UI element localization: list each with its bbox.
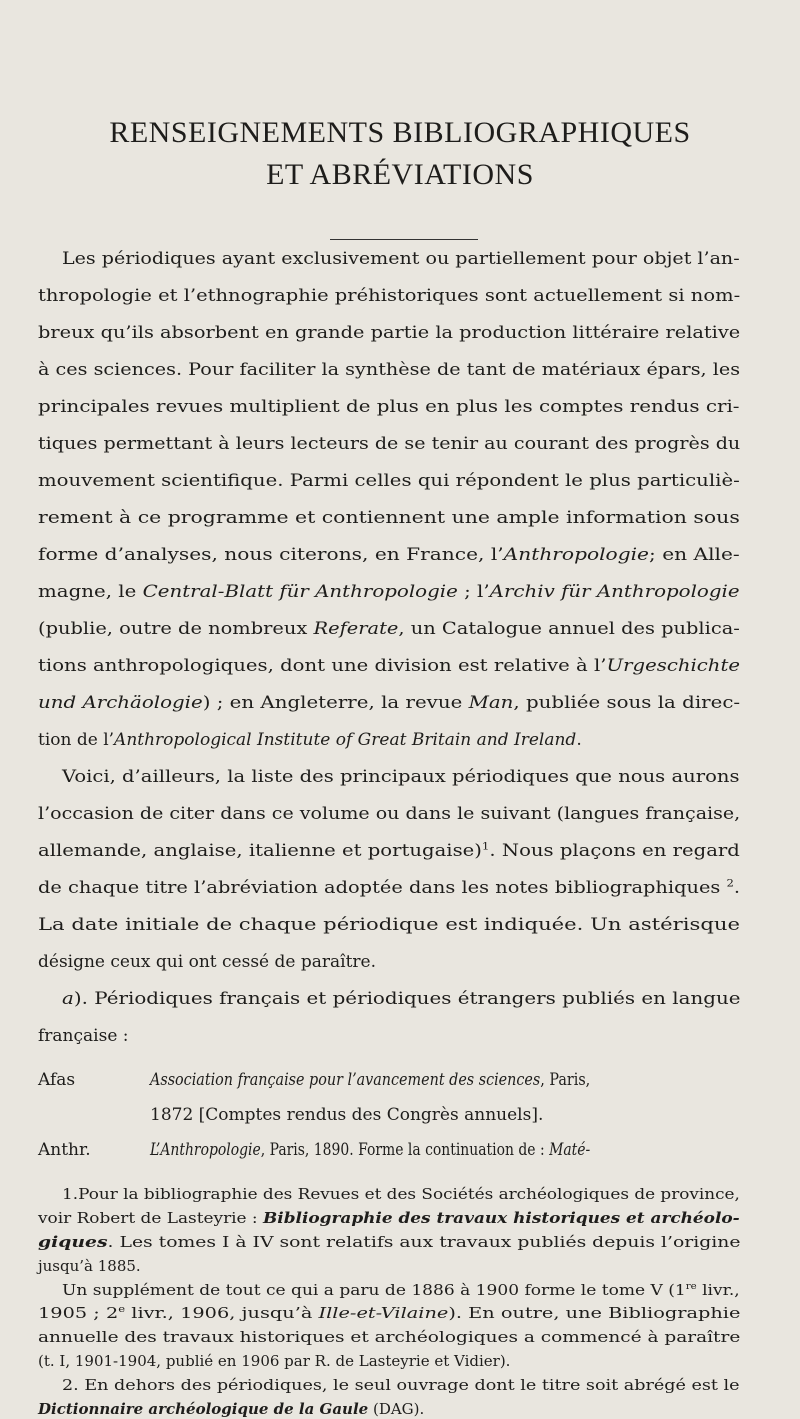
paragraph-line: forme d’analyses, nous citerons, en France, l’Anthropologie; en Alle- xyxy=(38,545,740,565)
footnote-line: annuelle des travaux historiques et archéologiques a commencé à paraître xyxy=(38,1328,741,1346)
footnote-line: 1.Pour la bibliographie des Revues et des Sociétés archéologiques de province, xyxy=(62,1185,740,1203)
title-line-1: RENSEIGNEMENTS BIBLIOGRAPHIQUES xyxy=(109,116,691,149)
paragraph-line: (publie, outre de nombreux Referate, un Catalogue annuel des publica- xyxy=(38,619,740,639)
footnote-line: 1905 ; 2e livr., 1906, jusqu’à Ille-et-Vilaine). En outre, une Bibliographie xyxy=(38,1304,741,1322)
paragraph-line: tion de l’Anthropological Institute of Great Britain and Ireland. xyxy=(38,730,582,750)
paragraph-line: à ces sciences. Pour faciliter la synthèse de tant de matériaux épars, les xyxy=(38,360,741,380)
footnote-line: Un supplément de tout ce qui a paru de 1886 à 1900 forme le tome V (1re livr., xyxy=(62,1281,740,1299)
footnote-line: giques. Les tomes I à IV sont relatifs aux travaux publiés depuis l’origine xyxy=(38,1233,741,1251)
title-rule xyxy=(330,239,478,240)
paragraph-line: thropologie et l’ethnographie préhistoriques sont actuellement si nom- xyxy=(38,286,741,306)
footnote-line: voir Robert de Lasteyrie : Bibliographie des travaux historiques et archéolo- xyxy=(38,1209,740,1227)
paragraph-line: mouvement scientifique. Parmi celles qui répondent le plus particuliè- xyxy=(38,471,740,491)
paragraph-line: Les périodiques ayant exclusivement ou partiellement pour objet l’an- xyxy=(62,249,740,269)
paragraph-line: désigne ceux qui ont cessé de paraître. xyxy=(38,952,376,972)
paragraph-line: und Archäologie) ; en Angleterre, la revue Man, publiée sous la direc- xyxy=(38,693,741,713)
paragraph-line: La date initiale de chaque périodique est indiquée. Un astérisque xyxy=(38,915,740,935)
paragraph-line: de chaque titre l’abréviation adoptée dans les notes bibliographiques $^2$. xyxy=(38,878,741,898)
paragraph-line: tiques permettant à leurs lecteurs de se tenir au courant des progrès du xyxy=(38,434,741,454)
footnote-line: (t. I, 1901-1904, publié en 1906 par R. de Lasteyrie et Vidier). xyxy=(38,1352,511,1370)
paragraph-line: a). Périodiques français et périodiques étrangers publiés en langue xyxy=(62,989,741,1009)
paragraph-line: Voici, d’ailleurs, la liste des principaux périodiques que nous aurons xyxy=(62,767,740,787)
paragraph-line: magne, le Central-Blatt für Anthropologie ; l’Archiv für Anthropologie xyxy=(38,582,740,602)
abbreviation-entry: Association française pour l’avancement des sciences, Paris, xyxy=(150,1070,591,1090)
paragraph-line: principales revues multiplient de plus en plus les comptes rendus cri- xyxy=(38,397,740,417)
paragraph-line: l’occasion de citer dans ce volume ou dans le suivant (langues française, xyxy=(38,804,741,824)
footnote-line: Dictionnaire archéologique de la Gaule (DAG). xyxy=(38,1400,425,1418)
paragraph-line: française : xyxy=(38,1026,129,1046)
abbreviation-entry: 1872 [Comptes rendus des Congrès annuels]. xyxy=(150,1105,544,1125)
abbreviation-entry: Afas xyxy=(38,1070,76,1090)
paragraph-line: breux qu’ils absorbent en grande partie la production littéraire relative xyxy=(38,323,741,343)
paragraph-line: rement à ce programme et contiennent une ample information sous xyxy=(38,508,740,528)
abbreviation-entry: Anthr. xyxy=(38,1140,91,1160)
paragraph-line: tions anthropologiques, dont une division est relative à l’Urgeschichte xyxy=(38,656,740,676)
paragraph-line: allemande, anglaise, italienne et portugaise)$^1$. Nous plaçons en regard xyxy=(38,841,740,861)
footnote-line: jusqu’à 1885. xyxy=(38,1257,141,1275)
abbreviation-entry: L’Anthropologie, Paris, 1890. Forme la continuation de : Maté- xyxy=(150,1140,591,1160)
title-line-2: ET ABRÉVIATIONS xyxy=(266,158,534,191)
footnote-line: 2. En dehors des périodiques, le seul ouvrage dont le titre soit abrégé est le xyxy=(62,1376,740,1394)
